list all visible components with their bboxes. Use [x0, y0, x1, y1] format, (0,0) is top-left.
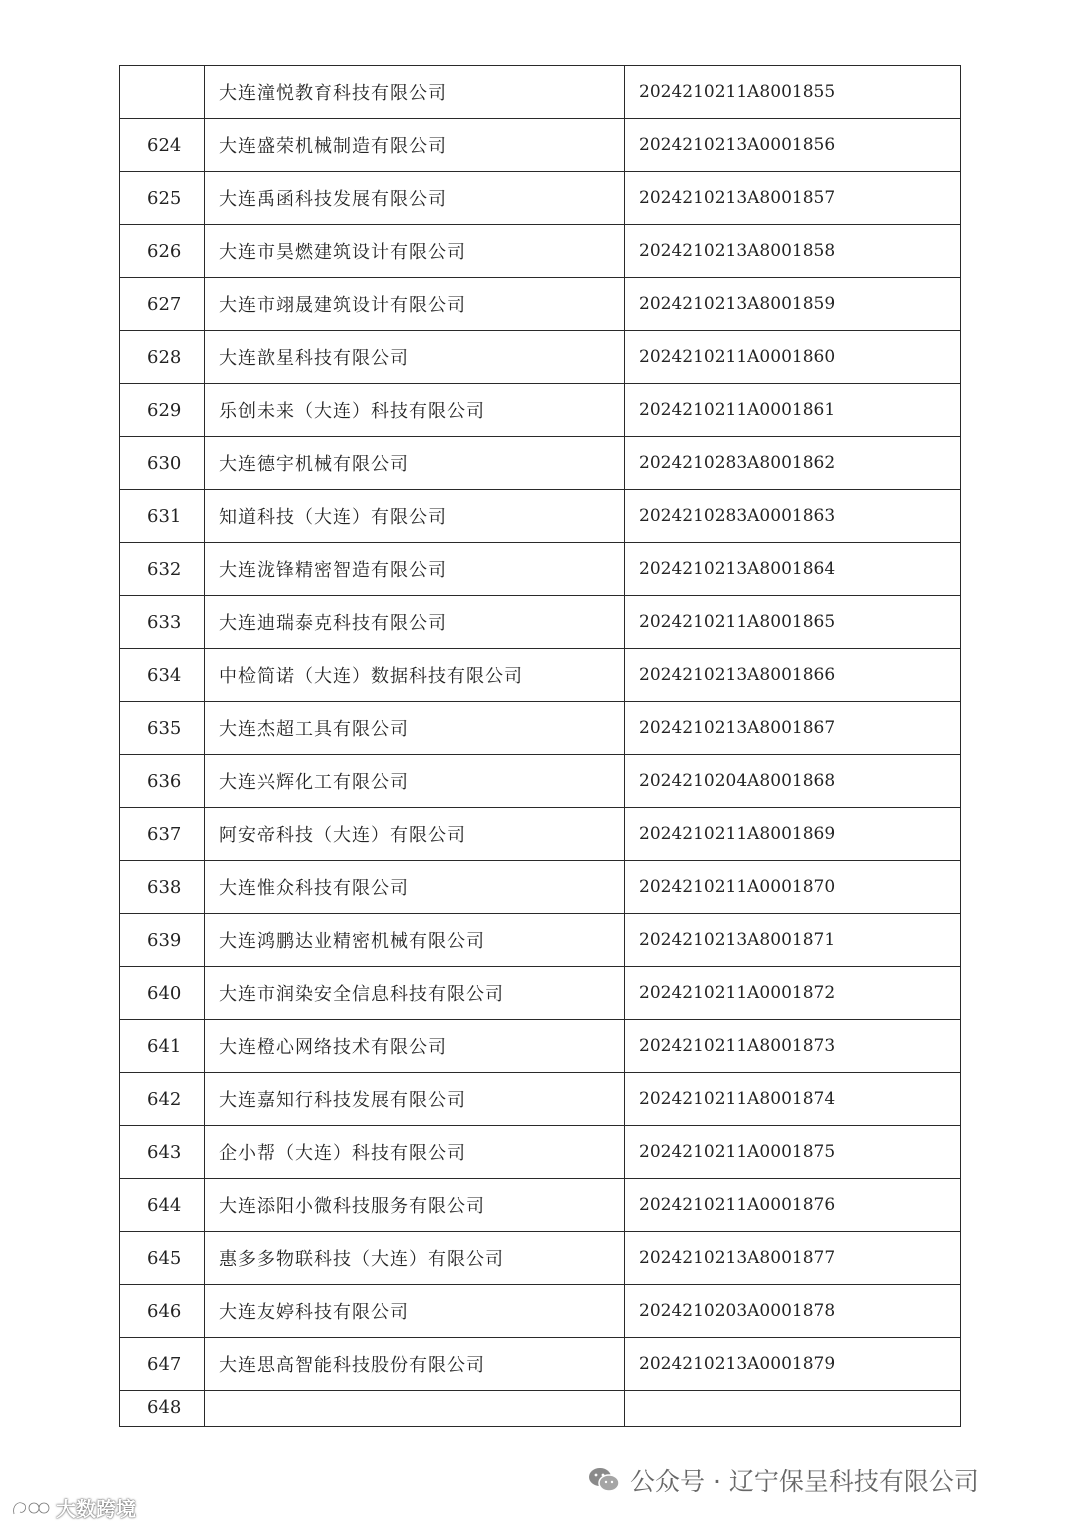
- row-number-cell: 632: [120, 543, 205, 596]
- table-row: [120, 1179, 961, 1232]
- brand-logo-icon: [10, 1496, 50, 1520]
- registration-code-cell: 2024210211A8001874: [625, 1073, 961, 1126]
- table-row: [120, 1020, 961, 1073]
- registration-code-cell: 2024210213A8001858: [625, 225, 961, 278]
- row-number-cell: 637: [120, 808, 205, 861]
- row-number-cell: 642: [120, 1073, 205, 1126]
- table-row: [120, 1391, 961, 1427]
- row-number-cell: 627: [120, 278, 205, 331]
- table-row: [120, 596, 961, 649]
- table-row: [120, 172, 961, 225]
- row-number-cell: 643: [120, 1126, 205, 1179]
- company-name-cell: 大连橙心网络技术有限公司: [205, 1020, 625, 1073]
- table-row: [120, 66, 961, 119]
- table-row: [120, 1126, 961, 1179]
- corner-watermark-text: 大数跨境: [56, 1497, 136, 1521]
- company-name-cell: 企小帮（大连）科技有限公司: [205, 1126, 625, 1179]
- registration-code-cell: 2024210211A0001860: [625, 331, 961, 384]
- registration-code-cell: [625, 1391, 961, 1427]
- table-row: [120, 649, 961, 702]
- row-number-cell: 640: [120, 967, 205, 1020]
- row-number-cell: 634: [120, 649, 205, 702]
- company-name-cell: 大连市昊燃建筑设计有限公司: [205, 225, 625, 278]
- company-name-cell: 大连市润染安全信息科技有限公司: [205, 967, 625, 1020]
- table-row: [120, 914, 961, 967]
- registration-code-cell: 2024210213A8001871: [625, 914, 961, 967]
- registration-code-cell: 2024210283A8001862: [625, 437, 961, 490]
- row-number-cell: 644: [120, 1179, 205, 1232]
- company-name-cell: 大连友婷科技有限公司: [205, 1285, 625, 1338]
- registration-code-cell: 2024210211A0001861: [625, 384, 961, 437]
- table-row: [120, 808, 961, 861]
- row-number-cell: 624: [120, 119, 205, 172]
- row-number-cell: 647: [120, 1338, 205, 1391]
- row-number-cell: 626: [120, 225, 205, 278]
- company-name-cell: 大连鸿鹏达业精密机械有限公司: [205, 914, 625, 967]
- row-number-cell: 628: [120, 331, 205, 384]
- registration-code-cell: 2024210204A8001868: [625, 755, 961, 808]
- table-row: [120, 278, 961, 331]
- company-name-cell: 大连禹函科技发展有限公司: [205, 172, 625, 225]
- row-number-cell: 646: [120, 1285, 205, 1338]
- table-row: [120, 1073, 961, 1126]
- table-row: [120, 119, 961, 172]
- row-number-cell: 636: [120, 755, 205, 808]
- table-row: [120, 861, 961, 914]
- company-name-cell: 乐创未来（大连）科技有限公司: [205, 384, 625, 437]
- company-list-table: [119, 65, 961, 1427]
- company-name-cell: 大连添阳小微科技服务有限公司: [205, 1179, 625, 1232]
- table-row: [120, 967, 961, 1020]
- registration-code-cell: 2024210213A8001877: [625, 1232, 961, 1285]
- company-name-cell: [205, 1391, 625, 1427]
- registration-code-cell: 2024210213A8001864: [625, 543, 961, 596]
- registration-code-cell: 2024210213A8001859: [625, 278, 961, 331]
- company-name-cell: 大连歆星科技有限公司: [205, 331, 625, 384]
- company-name-cell: 大连德宇机械有限公司: [205, 437, 625, 490]
- registration-code-cell: 2024210211A8001865: [625, 596, 961, 649]
- table-row: [120, 1338, 961, 1391]
- corner-watermark: [10, 1493, 136, 1522]
- table-row: [120, 225, 961, 278]
- row-number-cell: 635: [120, 702, 205, 755]
- watermark-text: 公众号 · 辽宁保呈科技有限公司: [630, 1467, 979, 1496]
- row-number-cell: 648: [120, 1391, 205, 1427]
- company-name-cell: 中检简诺（大连）数据科技有限公司: [205, 649, 625, 702]
- table-row: [120, 384, 961, 437]
- table-row: [120, 755, 961, 808]
- registration-code-cell: 2024210283A0001863: [625, 490, 961, 543]
- registration-code-cell: 2024210211A8001855: [625, 66, 961, 119]
- company-name-cell: 知道科技（大连）有限公司: [205, 490, 625, 543]
- company-name-cell: 大连兴辉化工有限公司: [205, 755, 625, 808]
- wechat-watermark: [588, 1462, 979, 1498]
- registration-code-cell: 2024210203A0001878: [625, 1285, 961, 1338]
- registration-code-cell: 2024210213A8001867: [625, 702, 961, 755]
- company-name-cell: 大连杰超工具有限公司: [205, 702, 625, 755]
- table-row: [120, 1285, 961, 1338]
- row-number-cell: [120, 66, 205, 119]
- registration-code-cell: 2024210211A8001869: [625, 808, 961, 861]
- row-number-cell: 641: [120, 1020, 205, 1073]
- table-row: [120, 437, 961, 490]
- row-number-cell: 625: [120, 172, 205, 225]
- company-name-cell: 大连迪瑞泰克科技有限公司: [205, 596, 625, 649]
- company-name-cell: 大连潼悦教育科技有限公司: [205, 66, 625, 119]
- table-body: [120, 66, 961, 1427]
- registration-code-cell: 2024210213A8001866: [625, 649, 961, 702]
- registration-code-cell: 2024210211A8001873: [625, 1020, 961, 1073]
- registration-code-cell: 2024210211A0001872: [625, 967, 961, 1020]
- company-name-cell: 大连思高智能科技股份有限公司: [205, 1338, 625, 1391]
- company-name-cell: 大连泷锋精密智造有限公司: [205, 543, 625, 596]
- registration-code-cell: 2024210211A0001875: [625, 1126, 961, 1179]
- row-number-cell: 633: [120, 596, 205, 649]
- row-number-cell: 645: [120, 1232, 205, 1285]
- row-number-cell: 638: [120, 861, 205, 914]
- table-row: [120, 490, 961, 543]
- company-name-cell: 惠多多物联科技（大连）有限公司: [205, 1232, 625, 1285]
- table-row: [120, 543, 961, 596]
- registration-code-cell: 2024210211A0001870: [625, 861, 961, 914]
- table-row: [120, 331, 961, 384]
- registration-code-cell: 2024210213A0001879: [625, 1338, 961, 1391]
- table-row: [120, 702, 961, 755]
- company-name-cell: 大连盛荣机械制造有限公司: [205, 119, 625, 172]
- row-number-cell: 630: [120, 437, 205, 490]
- company-name-cell: 阿安帝科技（大连）有限公司: [205, 808, 625, 861]
- row-number-cell: 631: [120, 490, 205, 543]
- registration-code-cell: 2024210213A0001856: [625, 119, 961, 172]
- table-row: [120, 1232, 961, 1285]
- company-name-cell: 大连嘉知行科技发展有限公司: [205, 1073, 625, 1126]
- registration-code-cell: 2024210211A0001876: [625, 1179, 961, 1232]
- wechat-icon: [588, 1466, 620, 1494]
- company-name-cell: 大连惟众科技有限公司: [205, 861, 625, 914]
- row-number-cell: 639: [120, 914, 205, 967]
- registration-code-cell: 2024210213A8001857: [625, 172, 961, 225]
- company-name-cell: 大连市翊晟建筑设计有限公司: [205, 278, 625, 331]
- row-number-cell: 629: [120, 384, 205, 437]
